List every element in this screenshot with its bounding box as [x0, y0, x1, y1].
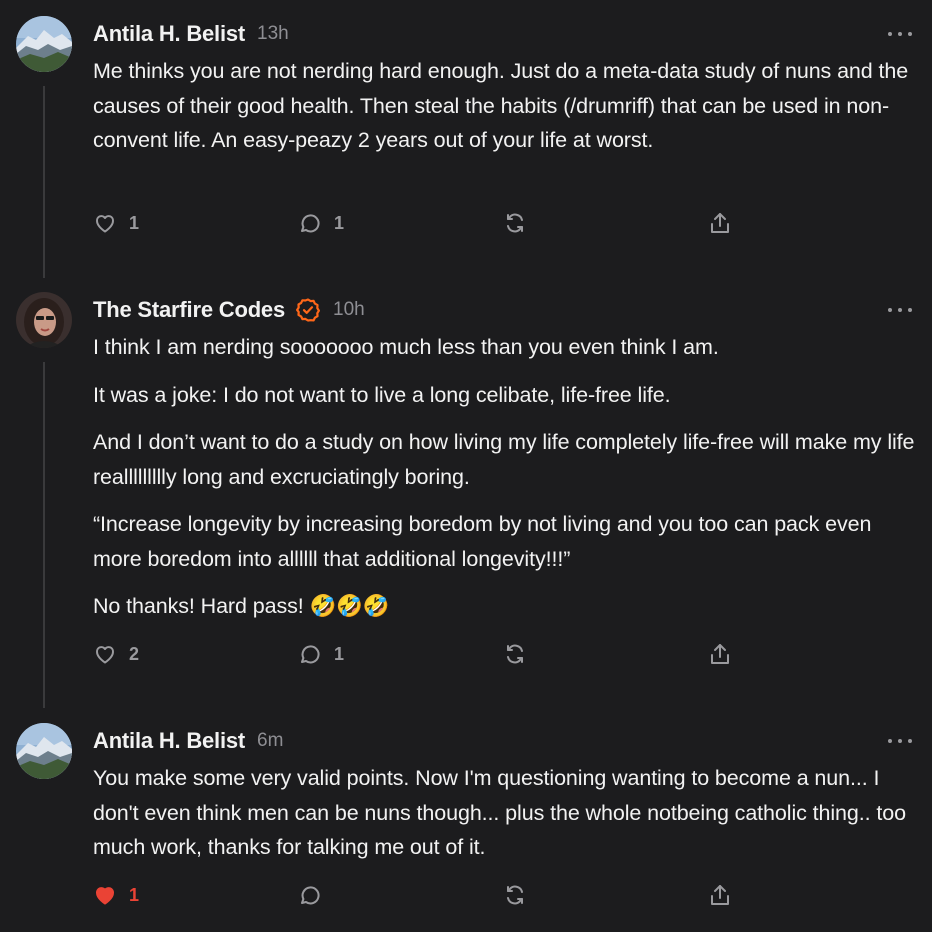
- more-dots-icon[interactable]: [888, 733, 912, 749]
- avatar[interactable]: [16, 16, 72, 72]
- restack-button[interactable]: [503, 640, 527, 668]
- reply-button[interactable]: [298, 209, 344, 237]
- comment-paragraph: And I don’t want to do a study on how living my life completely life-free will make my life reallllllllly long and excruciatingly boring.: [93, 430, 915, 489]
- thread-line: [43, 362, 45, 708]
- share-button[interactable]: [708, 209, 732, 237]
- reply-button[interactable]: [298, 881, 322, 909]
- share-upload-icon: [708, 642, 732, 666]
- thread-line: [43, 86, 45, 278]
- comment-body: [93, 761, 918, 878]
- comment-paragraph: “Increase longevity by increasing boredom by not living and you too can pack even more boredom into allllll that additional longevity!!!”: [93, 512, 872, 571]
- reply-count: 1: [334, 643, 345, 664]
- timestamp[interactable]: 10h: [333, 299, 365, 320]
- like-count: 1: [129, 884, 140, 905]
- comment-paragraph: No thanks! Hard pass! 🤣🤣🤣: [93, 594, 390, 618]
- heart-icon: [93, 211, 117, 235]
- comment-paragraph: It was a joke: I do not want to live a long celibate, life-free life.: [93, 382, 671, 407]
- restack-arrows-icon: [503, 211, 527, 235]
- speech-bubble-icon: [298, 883, 322, 907]
- like-button[interactable]: [93, 881, 139, 909]
- comment-paragraph: You make some very valid points. Now I'm questioning wanting to become a nun... I don't even think men can be nuns though... plus the whole notbeing catholic thing.. too much work, thanks for talking me out of it.: [93, 766, 906, 859]
- share-button[interactable]: [708, 881, 732, 909]
- restack-arrows-icon: [503, 642, 527, 666]
- comment-body: [93, 54, 918, 171]
- reply-count: 1: [334, 212, 345, 233]
- share-upload-icon: [708, 883, 732, 907]
- timestamp[interactable]: 6m: [257, 730, 284, 751]
- author-name[interactable]: Antila H. Belist: [93, 728, 246, 753]
- more-dots-icon[interactable]: [888, 26, 912, 42]
- timestamp[interactable]: 13h: [257, 23, 289, 44]
- restack-button[interactable]: [503, 209, 527, 237]
- author-name[interactable]: The Starfire Codes: [93, 297, 286, 322]
- like-count: 2: [129, 643, 140, 664]
- like-button[interactable]: [93, 640, 139, 668]
- comment-paragraph: Me thinks you are not nerding hard enough. Just do a meta-data study of nuns and the causes of their good health. Then steal the habits (/drumriff) that can be used in non-convent life. An easy-peazy 2 years out of your life at worst.: [93, 59, 909, 152]
- comment-actions: [93, 640, 753, 668]
- heart-icon: [93, 642, 117, 666]
- share-upload-icon: [708, 211, 732, 235]
- restack-button[interactable]: [503, 881, 527, 909]
- comment-actions: [93, 881, 753, 909]
- like-count: 1: [129, 212, 140, 233]
- speech-bubble-icon: [298, 642, 322, 666]
- speech-bubble-icon: [298, 211, 322, 235]
- reply-button[interactable]: [298, 640, 344, 668]
- avatar[interactable]: [16, 292, 72, 348]
- comment-body: [93, 330, 918, 637]
- avatar[interactable]: [16, 723, 72, 779]
- verified-check-badge-icon: [295, 297, 321, 323]
- comment-paragraph: I think I am nerding sooooooo much less than you even think I am.: [93, 335, 719, 359]
- comment-actions: [93, 209, 753, 237]
- more-dots-icon[interactable]: [888, 302, 912, 318]
- share-button[interactable]: [708, 640, 732, 668]
- like-button[interactable]: [93, 209, 139, 237]
- restack-arrows-icon: [503, 883, 527, 907]
- heart-icon: [93, 883, 117, 907]
- author-name[interactable]: Antila H. Belist: [93, 21, 246, 46]
